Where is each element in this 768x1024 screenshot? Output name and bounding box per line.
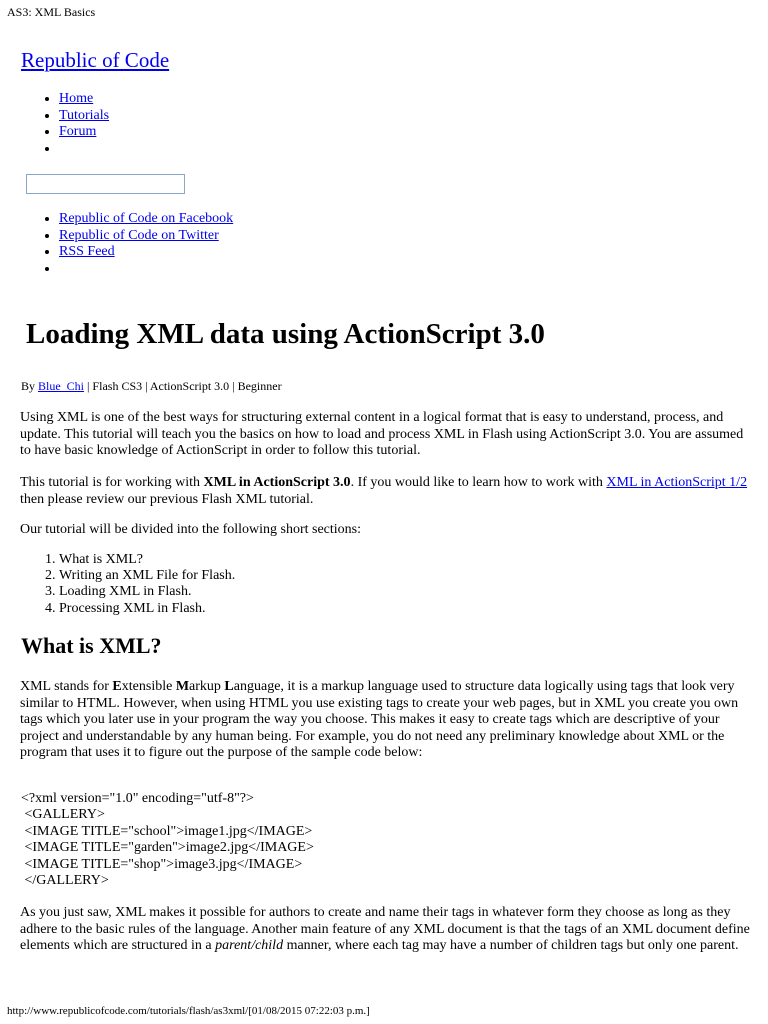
- version-note-post: then please review our previous Flash XML tutorial.: [20, 491, 314, 507]
- search-input[interactable]: [26, 174, 185, 194]
- byline-prefix: By: [21, 379, 39, 393]
- intro-paragraph: Using XML is one of the best ways for structuring external content in a logical format that is easy to understand, process, and update. This tutorial will teach you the basics on how to load and process XML in Flash using ActionScript 3.0. You are assumed to have basic knowledge of ActionScript in order to follow this tutorial.: [20, 410, 744, 458]
- xml-para-text: anguage, it is a markup language used to structure data logically using tags that look very similar to HTML. However, when using HTML you use existing tags to create your web pages, but in XML you create you own tags which you later use in your program the way you choose. This makes it easy to create tags which are descriptive of your project and understandable by any human being. For example, you do not need any preliminary knowledge about XML or the program that uses it to figure out the purpose of the sample code below:: [20, 679, 739, 760]
- after-code-em: parent/child: [215, 938, 284, 953]
- code-line: <IMAGE TITLE="school">image1.jpg</IMAGE>: [21, 823, 313, 839]
- after-code-post: manner, where each tag may have a number of children tags but only one parent.: [283, 938, 739, 953]
- code-line: <?xml version="1.0" encoding="utf-8"?>: [21, 791, 254, 806]
- xml-code-sample: [21, 791, 314, 889]
- after-code-pre: As you just saw, XML makes it possible for authors to create and name their tags in whatever form they choose as long as they adhere to the basic rules of the language. Another main feature of any XML document is that the tags of an XML document define elements which are structured in a: [20, 905, 750, 953]
- code-line: <IMAGE TITLE="garden">image2.jpg</IMAGE>: [21, 840, 314, 856]
- version-note-pre: This tutorial is for working with: [20, 475, 204, 490]
- xml-para-text: arkup: [189, 679, 225, 694]
- xml-para-text: xtensible: [121, 679, 176, 694]
- section-heading-what-is-xml: What is XML?: [21, 633, 162, 658]
- article-title: Loading XML data using ActionScript 3.0: [26, 318, 545, 350]
- nav-item-forum: [59, 124, 109, 141]
- page-header-title: AS3: XML Basics: [7, 5, 96, 19]
- main-nav: [21, 91, 109, 157]
- twitter-link[interactable]: Republic of Code on Twitter: [59, 227, 219, 243]
- xml-definition-paragraph: [20, 679, 754, 762]
- code-line: </GALLERY>: [21, 873, 109, 889]
- version-note-paragraph: [20, 475, 754, 508]
- author-link[interactable]: Blue_Chi: [38, 379, 85, 393]
- social-item-rss: [59, 244, 233, 261]
- nav-item-tutorials: [59, 108, 109, 125]
- social-item-empty: [59, 261, 233, 278]
- nav-link-tutorials[interactable]: Tutorials: [59, 107, 110, 123]
- social-item-facebook: [59, 211, 233, 228]
- xml-para-bold-e: E: [112, 679, 122, 694]
- page-footer-url: http://www.republicofcode.com/tutorials/flash/as3xml/[01/08/2015 07:22:03 p.m.]: [7, 1005, 370, 1017]
- version-note-strong: XML in ActionScript 3.0: [203, 475, 351, 490]
- social-item-twitter: [59, 228, 233, 245]
- byline-meta: | Flash CS3 | ActionScript 3.0 | Beginner: [84, 379, 282, 393]
- nav-link-home[interactable]: Home: [59, 91, 94, 106]
- article-byline: [21, 379, 282, 394]
- after-code-paragraph: [20, 905, 754, 955]
- rss-feed-link[interactable]: RSS Feed: [59, 244, 115, 260]
- list-item: 2. Writing an XML File for Flash.: [59, 568, 235, 584]
- list-item: 4. Processing XML in Flash.: [59, 601, 235, 617]
- xml-para-text: XML stands for: [20, 679, 113, 694]
- code-line: <IMAGE TITLE="shop">image3.jpg</IMAGE>: [21, 856, 303, 872]
- nav-item-empty: [59, 141, 109, 158]
- list-item: 3. Loading XML in Flash.: [59, 584, 235, 600]
- xml-para-bold-l: L: [224, 679, 234, 694]
- nav-link-forum[interactable]: Forum: [59, 124, 97, 140]
- sections-list: [21, 552, 235, 617]
- facebook-link[interactable]: Republic of Code on Facebook: [59, 211, 234, 226]
- site-title-link[interactable]: Republic of Code: [21, 48, 170, 72]
- version-note-mid: . If you would like to learn how to work with: [350, 475, 607, 490]
- xml-as12-link[interactable]: XML in ActionScript 1/2: [606, 475, 748, 490]
- list-item: 1. What is XML?: [59, 552, 235, 568]
- xml-para-bold-m: M: [175, 679, 190, 694]
- social-nav: [21, 211, 233, 277]
- nav-item-home: [59, 91, 109, 108]
- sections-intro: Our tutorial will be divided into the following short sections:: [20, 522, 362, 537]
- code-line: <GALLERY>: [21, 807, 105, 823]
